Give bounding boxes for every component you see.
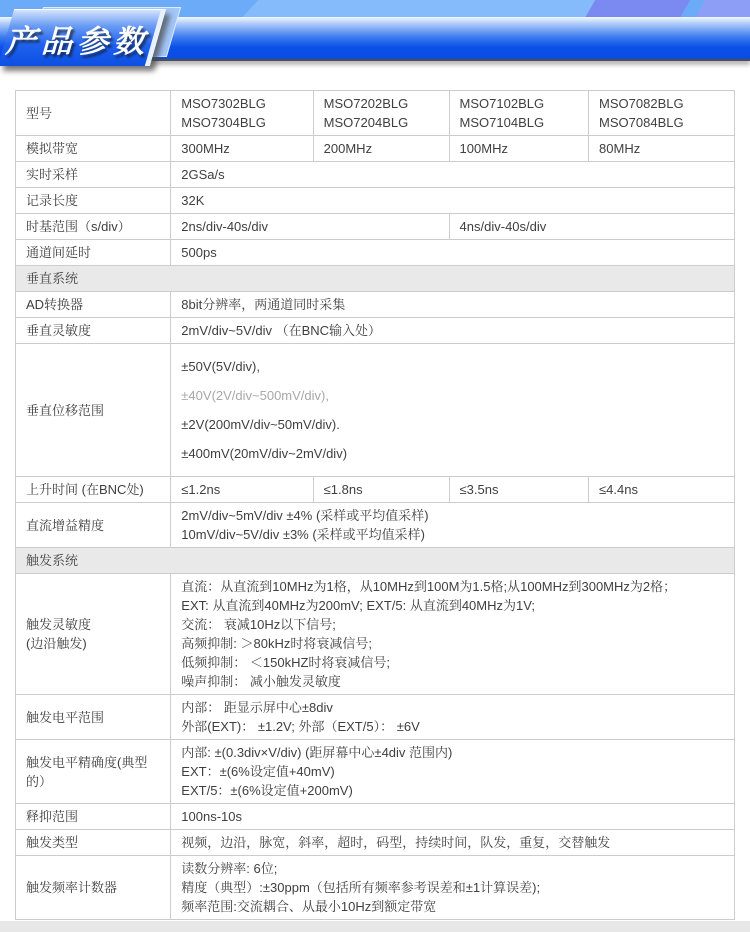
model-value: MSO7302BLG — [181, 96, 266, 111]
model-cell-3 — [449, 91, 588, 136]
row-trigger-sensitivity — [16, 574, 735, 695]
dc-gain-accuracy-label: 直流增益精度 — [16, 503, 171, 548]
rise-time-value: ≤1.8ns — [313, 477, 449, 503]
bandwidth-value: 200MHz — [313, 136, 449, 162]
rise-time-value: ≤4.4ns — [589, 477, 735, 503]
row-ad-converter — [16, 292, 735, 318]
spec-table — [15, 90, 735, 920]
trigger-sensitivity-line: EXT: 从直流到40MHz为200mV; EXT/5: 从直流到40MHz为1V; — [181, 598, 536, 613]
section-vertical-system — [16, 266, 735, 292]
row-channel-delay — [16, 240, 735, 266]
row-trigger-level-accuracy — [16, 740, 735, 804]
sampling-label: 实时采样 — [16, 162, 171, 188]
row-holdoff-range — [16, 804, 735, 830]
trigger-freq-counter-line: 精度（典型）:±30ppm（包括所有频率参考误差和±1计算误差); — [181, 880, 541, 895]
trigger-level-accuracy-line: 内部: ±(0.3div×V/div) (距屏幕中心±4div 范围内) — [181, 745, 453, 760]
trigger-sensitivity-line: 噪声抑制： 减小触发灵敏度 — [181, 674, 341, 689]
holdoff-range-label: 释抑范围 — [16, 804, 171, 830]
trigger-level-accuracy-line: EXT/5：±(6%设定值+200mV) — [181, 783, 353, 798]
trigger-level-accuracy-value — [171, 740, 735, 804]
row-sampling — [16, 162, 735, 188]
page-banner — [0, 0, 750, 67]
timebase-value-right: 4ns/div-40s/div — [449, 214, 734, 240]
trigger-sensitivity-line: 低频抑制： ＜150kHZ时将衰减信号; — [181, 655, 391, 670]
model-cell-2 — [313, 91, 449, 136]
banner-title-tag — [0, 9, 166, 66]
row-dc-gain-accuracy — [16, 503, 735, 548]
trigger-level-accuracy-line: EXT：±(6%设定值+40mV) — [181, 764, 335, 779]
trigger-types-label: 触发类型 — [16, 830, 171, 856]
timebase-label: 时基范围（s/div） — [16, 214, 171, 240]
model-value: MSO7102BLG — [459, 96, 545, 111]
dc-gain-line: 10mV/div~5V/div ±3% (采样或平均值采样) — [181, 527, 426, 542]
dc-gain-line: 2mV/div~5mV/div ±4% (采样或平均值采样) — [181, 508, 429, 523]
row-model — [16, 91, 735, 136]
model-value: MSO7304BLG — [181, 115, 266, 130]
bandwidth-value: 80MHz — [589, 136, 735, 162]
row-rise-time — [16, 477, 735, 503]
model-cell-1 — [171, 91, 313, 136]
ad-converter-label: AD转换器 — [16, 292, 171, 318]
dc-gain-accuracy-value — [171, 503, 735, 548]
vertical-position-line: ±50V(5V/div), — [181, 359, 260, 374]
section-trigger-system — [16, 548, 735, 574]
trigger-freq-counter-line: 频率范围:交流耦合、从最小10Hz到额定带宽 — [181, 899, 437, 914]
spec-table-container — [15, 90, 735, 920]
trigger-types-value: 视频，边沿，脉宽，斜率，超时，码型，持续时间，队发，重复，交替触发 — [171, 830, 735, 856]
trigger-sensitivity-label-line: (边沿触发) — [26, 636, 87, 651]
model-value: MSO7104BLG — [459, 115, 545, 130]
model-value: MSO7084BLG — [599, 115, 684, 130]
record-length-value: 32K — [171, 188, 735, 214]
rise-time-value: ≤1.2ns — [171, 477, 313, 503]
trigger-sensitivity-line: 高频抑制: ＞80kHz时将衰减信号; — [181, 636, 372, 651]
sampling-value: 2GSa/s — [171, 162, 735, 188]
trigger-freq-counter-line: 读数分辨率: 6位; — [181, 861, 278, 876]
trigger-level-range-value — [171, 695, 735, 740]
trigger-sensitivity-value — [171, 574, 735, 695]
bandwidth-label: 模拟带宽 — [16, 136, 171, 162]
bandwidth-value: 300MHz — [171, 136, 313, 162]
vertical-position-line: ±40V(2V/div~500mV/div), — [181, 388, 329, 403]
trigger-sensitivity-line: 交流： 衰减10Hz以下信号; — [181, 617, 336, 632]
page-bottom-strip — [0, 921, 750, 932]
section-vertical-title: 垂直系统 — [16, 266, 735, 292]
banner-decoration — [692, 0, 750, 17]
row-vertical-position — [16, 344, 735, 477]
trigger-sensitivity-label-line: 触发灵敏度 — [26, 617, 92, 632]
holdoff-range-value: 100ns-10s — [171, 804, 735, 830]
channel-delay-value: 500ps — [171, 240, 735, 266]
banner-decoration — [582, 0, 692, 17]
record-length-label: 记录长度 — [16, 188, 171, 214]
vertical-sensitivity-value: 2mV/div~5V/div （在BNC输入处） — [171, 318, 735, 344]
vertical-position-value — [171, 344, 735, 477]
ad-converter-value: 8bit分辨率，两通道同时采集 — [171, 292, 735, 318]
model-value: MSO7082BLG — [599, 96, 684, 111]
trigger-sensitivity-label — [16, 574, 171, 695]
model-value: MSO7202BLG — [323, 96, 409, 111]
vertical-position-line: ±400mV(20mV/div~2mV/div) — [181, 446, 348, 461]
model-value: MSO7204BLG — [323, 115, 409, 130]
model-cell-4 — [589, 91, 735, 136]
row-trigger-types — [16, 830, 735, 856]
trigger-level-range-line: 外部(EXT)： ±1.2V; 外部（EXT/5）： ±6V — [181, 719, 420, 734]
trigger-freq-counter-value — [171, 856, 735, 920]
vertical-sensitivity-label: 垂直灵敏度 — [16, 318, 171, 344]
model-label: 型号 — [16, 91, 171, 136]
page-title: 产品参数 — [2, 23, 158, 59]
row-trigger-freq-counter — [16, 856, 735, 920]
vertical-position-label: 垂直位移范围 — [16, 344, 171, 477]
trigger-level-range-line: 内部： 距显示屏中心±8div — [181, 700, 333, 715]
row-bandwidth — [16, 136, 735, 162]
row-vertical-sensitivity — [16, 318, 735, 344]
rise-time-value: ≤3.5ns — [449, 477, 588, 503]
trigger-sensitivity-line: 直流：从直流到10MHz为1格，从10MHz到100M为1.5格;从100MHz到300MHz为2格； — [181, 579, 677, 594]
row-trigger-level-range — [16, 695, 735, 740]
trigger-level-accuracy-label: 触发电平精确度(典型的） — [16, 740, 171, 804]
trigger-freq-counter-label: 触发频率计数器 — [16, 856, 171, 920]
rise-time-label: 上升时间 (在BNC处) — [16, 477, 171, 503]
trigger-level-range-label: 触发电平范围 — [16, 695, 171, 740]
vertical-position-line: ±2V(200mV/div~50mV/div). — [181, 417, 340, 432]
row-timebase — [16, 214, 735, 240]
channel-delay-label: 通道间延时 — [16, 240, 171, 266]
timebase-value-left: 2ns/div-40s/div — [171, 214, 449, 240]
bandwidth-value: 100MHz — [449, 136, 588, 162]
row-record-length — [16, 188, 735, 214]
section-trigger-title: 触发系统 — [16, 548, 735, 574]
